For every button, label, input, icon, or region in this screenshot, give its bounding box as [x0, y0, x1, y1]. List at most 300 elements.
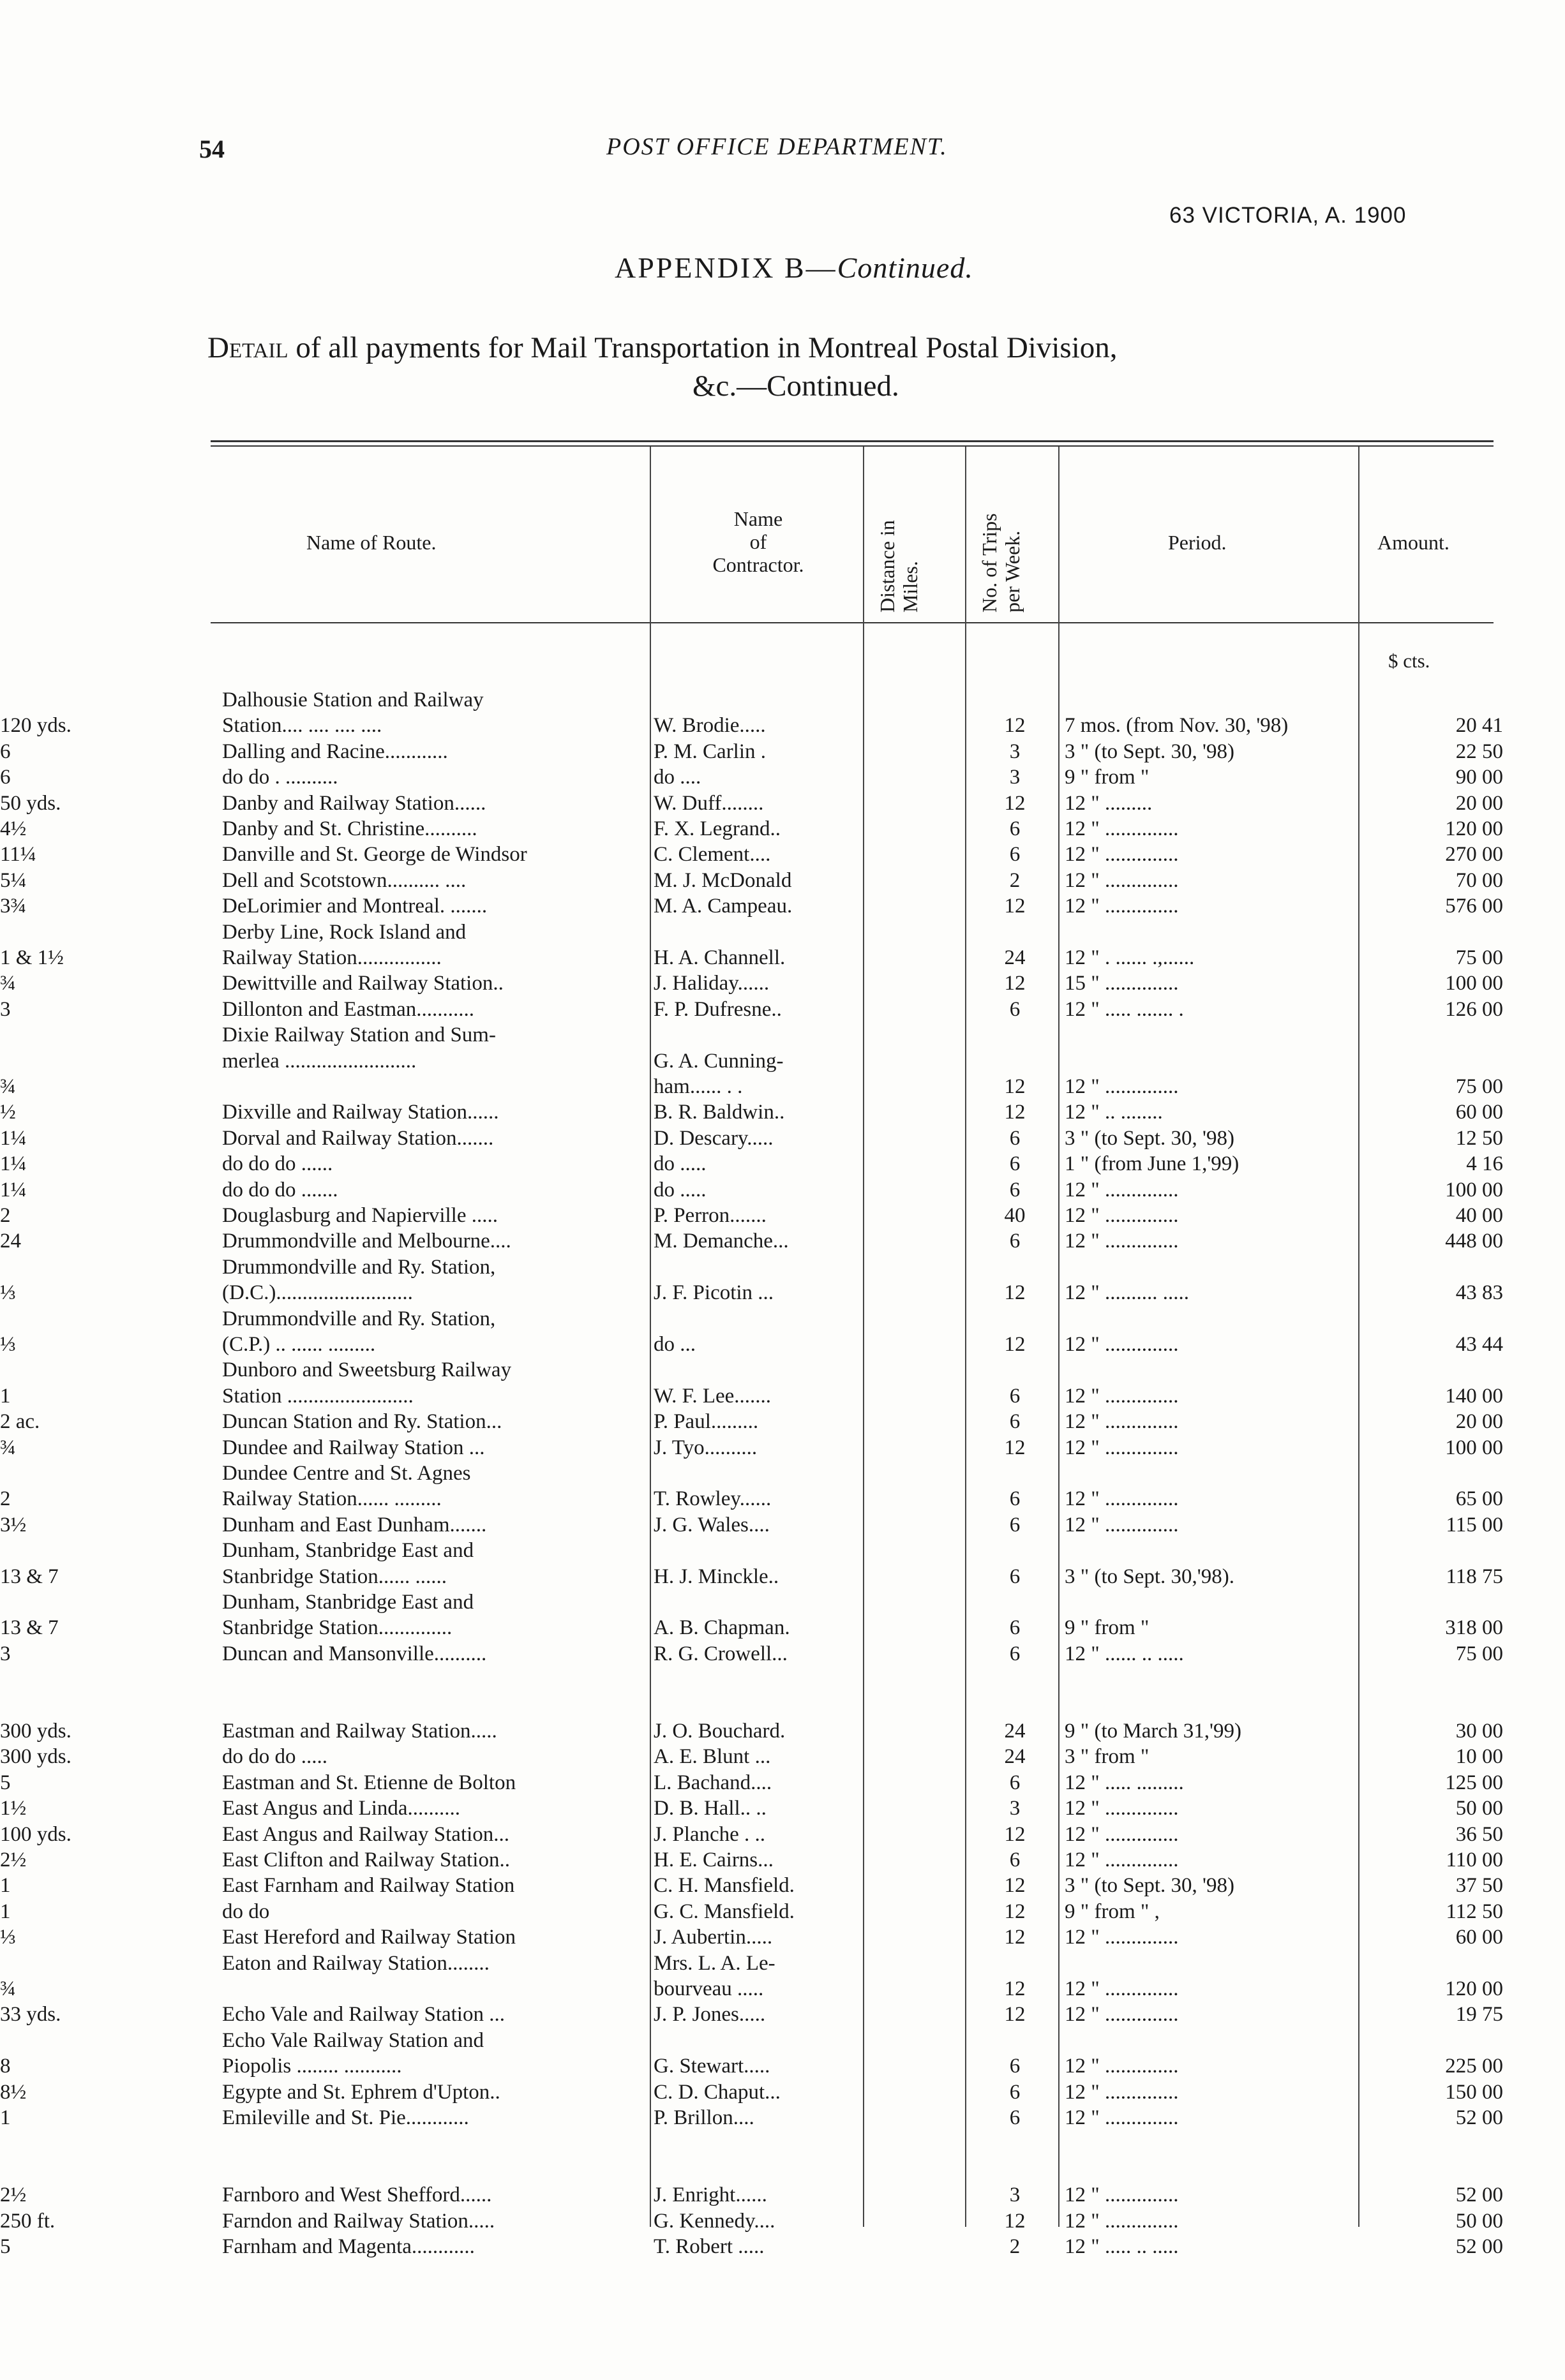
cell-contractor: W. F. Lee....... — [654, 1385, 772, 1408]
cell-contractor: F. P. Dufresne.. — [654, 998, 782, 1021]
cell-contractor: A. E. Blunt ... — [654, 1745, 771, 1768]
cell-amount: 118 75 — [1446, 1565, 1503, 1588]
cell-amount: 36 50 — [1455, 1823, 1503, 1846]
cell-route: East Angus and Linda.......... — [222, 1797, 461, 1820]
cell-route: East Farnham and Railway Station — [222, 1874, 515, 1897]
cell-contractor: do ..... — [654, 1179, 707, 1201]
cell-amount: 75 00 — [1455, 1075, 1503, 1098]
cell-period: 12 " ..... ......... — [1065, 1771, 1184, 1794]
cell-distance: 1 — [0, 1874, 11, 1897]
cell-trips: 6 — [1009, 1848, 1021, 1871]
column-divider — [1358, 447, 1359, 2227]
cell-trips: 12 — [1004, 1823, 1026, 1846]
column-divider — [650, 447, 651, 2227]
cell-trips: 12 — [1004, 1436, 1026, 1459]
cell-trips: 6 — [1009, 1771, 1021, 1794]
cell-route: Farnham and Magenta............ — [222, 2235, 475, 2258]
cell-distance: 2½ — [0, 2183, 27, 2206]
cell-route: Farndon and Railway Station..... — [222, 2210, 495, 2233]
cell-trips: 6 — [1009, 1385, 1021, 1408]
cell-amount: 50 00 — [1455, 1797, 1503, 1820]
cell-amount: 75 00 — [1455, 946, 1503, 969]
cell-contractor: J. O. Bouchard. — [654, 1720, 786, 1743]
cell-trips: 12 — [1004, 1101, 1026, 1124]
cell-route: Danby and St. Christine.......... — [222, 817, 477, 840]
cell-amount: 43 83 — [1455, 1281, 1503, 1304]
cell-trips: 3 — [1009, 1797, 1021, 1820]
cell-route: Dillonton and Eastman........... — [222, 998, 475, 1021]
cell-distance: 250 ft. — [0, 2210, 56, 2233]
cell-amount: 20 41 — [1455, 714, 1503, 737]
cell-contractor: A. B. Chapman. — [654, 1616, 790, 1639]
cell-period: 12 " ..... ....... . — [1065, 998, 1184, 1021]
cell-route: Dewittville and Railway Station.. — [222, 972, 504, 995]
cell-distance: 120 yds. — [0, 714, 71, 737]
cell-route: Duncan and Mansonville.......... — [222, 1642, 487, 1665]
cell-contractor: G. Kennedy.... — [654, 2210, 775, 2233]
cell-distance: ¾ — [0, 1075, 16, 1098]
cell-contractor: do ... — [654, 1333, 696, 1356]
cell-amount: 100 00 — [1445, 1436, 1503, 1459]
cell-route: Eastman and St. Etienne de Bolton — [222, 1771, 516, 1794]
cell-route: do do — [222, 1900, 270, 1923]
cell-period: 1 " (from June 1,'99) — [1065, 1152, 1239, 1175]
cell-trips: 6 — [1009, 1565, 1021, 1588]
cell-amount: 100 00 — [1445, 972, 1503, 995]
cell-amount: 40 00 — [1455, 1204, 1503, 1227]
cell-amount: 52 00 — [1455, 2235, 1503, 2258]
cell-trips: 12 — [1004, 1900, 1026, 1923]
header-distance-line: Miles. — [899, 561, 922, 613]
cell-contractor: do ..... — [654, 1152, 707, 1175]
cell-contractor: ham...... . . — [654, 1075, 743, 1098]
cell-route: merlea ......................... — [222, 1050, 417, 1073]
cell-route: Railway Station................ — [222, 946, 442, 969]
cell-amount: 270 00 — [1445, 843, 1503, 866]
header-bottom-rule — [211, 622, 1494, 623]
header-distance — [876, 520, 922, 613]
cell-amount: 576 00 — [1445, 895, 1503, 918]
cell-contractor: B. R. Baldwin.. — [654, 1101, 785, 1124]
cell-route: Danville and St. George de Windsor — [222, 843, 527, 866]
cell-amount: 4 16 — [1466, 1152, 1503, 1175]
cell-contractor: J. Aubertin..... — [654, 1926, 773, 1949]
cell-trips: 12 — [1004, 2003, 1026, 2026]
cell-period: 12 " .............. — [1065, 817, 1179, 840]
cell-period: 12 " .............. — [1065, 2003, 1179, 2026]
cell-amount: 60 00 — [1455, 1101, 1503, 1124]
cell-contractor: G. C. Mansfield. — [654, 1900, 795, 1923]
cell-period: 12 " .............. — [1065, 1204, 1179, 1227]
cell-distance: 33 yds. — [0, 2003, 61, 2026]
page-number: 54 — [199, 135, 225, 163]
cell-period: 12 " .............. — [1065, 1230, 1179, 1253]
cell-route: Dixville and Railway Station...... — [222, 1101, 499, 1124]
cell-distance: 1¼ — [0, 1179, 27, 1201]
cell-contractor: M. Demanche... — [654, 1230, 789, 1253]
cell-route: Dunham, Stanbridge East and — [222, 1591, 474, 1614]
cell-amount: 19 75 — [1455, 2003, 1503, 2026]
cell-amount: 52 00 — [1455, 2183, 1503, 2206]
cell-route: Station.... .... .... .... — [222, 714, 382, 737]
cell-distance: 4½ — [0, 817, 27, 840]
cell-contractor: P. Perron....... — [654, 1204, 767, 1227]
cell-period: 12 " .............. — [1065, 2183, 1179, 2206]
cell-trips: 6 — [1009, 1642, 1021, 1665]
header-contractor-line: Contractor. — [712, 553, 804, 576]
cell-period: 12 " .............. — [1065, 1823, 1179, 1846]
cell-contractor: J. Haliday...... — [654, 972, 770, 995]
cell-distance: ¾ — [0, 972, 16, 995]
cell-distance: 1¼ — [0, 1152, 27, 1175]
cell-period: 12 " .............. — [1065, 1926, 1179, 1949]
cell-trips: 6 — [1009, 1616, 1021, 1639]
cell-trips: 12 — [1004, 895, 1026, 918]
cell-contractor: R. G. Crowell... — [654, 1642, 788, 1665]
cell-trips: 2 — [1009, 869, 1021, 892]
cell-amount: 22 50 — [1455, 740, 1503, 763]
cell-contractor: H. A. Channell. — [654, 946, 786, 969]
cell-route: Eastman and Railway Station..... — [222, 1720, 497, 1743]
cell-period: 12 " .............. — [1065, 2106, 1179, 2129]
cell-trips: 6 — [1009, 2106, 1021, 2129]
cell-distance: 2½ — [0, 1848, 27, 1871]
cell-route: Dalhousie Station and Railway — [222, 688, 484, 711]
cell-amount: 30 00 — [1455, 1720, 1503, 1743]
cell-distance: 1 — [0, 1385, 11, 1408]
cell-route: Echo Vale and Railway Station ... — [222, 2003, 505, 2026]
header-contractor — [675, 507, 841, 576]
cell-route: Dundee and Railway Station ... — [222, 1436, 485, 1459]
cell-period: 3 " (to Sept. 30, '98) — [1065, 740, 1234, 763]
cell-distance: 100 yds. — [0, 1823, 71, 1846]
cell-period: 12 " . ...... .,...... — [1065, 946, 1195, 969]
cell-trips: 12 — [1004, 1874, 1026, 1897]
cell-route: Eaton and Railway Station........ — [222, 1952, 490, 1975]
cell-contractor: W. Duff........ — [654, 792, 764, 815]
cell-amount: 100 00 — [1445, 1179, 1503, 1201]
cell-trips: 6 — [1009, 1152, 1021, 1175]
cell-period: 3 " (to Sept. 30,'98). — [1065, 1565, 1234, 1588]
header-contractor-line: of — [749, 530, 767, 553]
cell-amount: 52 00 — [1455, 2106, 1503, 2129]
detail-title-caps: Detail — [207, 331, 288, 364]
cell-contractor: C. H. Mansfield. — [654, 1874, 795, 1897]
cell-distance: 3 — [0, 998, 11, 1021]
cell-period: 12 " .............. — [1065, 1487, 1179, 1510]
table-top-rule-2 — [211, 445, 1494, 447]
session-label: 63 VICTORIA, A. 1900 — [1169, 203, 1407, 228]
cell-route: Egypte and St. Ephrem d'Upton.. — [222, 2081, 500, 2104]
cell-trips: 12 — [1004, 1926, 1026, 1949]
cell-period: 12 " .. ........ — [1065, 1101, 1163, 1124]
cell-contractor: D. Descary..... — [654, 1127, 774, 1150]
cell-period: 12 " .............. — [1065, 869, 1179, 892]
cell-distance: ⅓ — [0, 1333, 16, 1356]
cell-distance: ¾ — [0, 1436, 16, 1459]
cell-amount: 90 00 — [1455, 766, 1503, 789]
cell-amount: 20 00 — [1455, 1410, 1503, 1433]
cell-period: 12 " .............. — [1065, 1848, 1179, 1871]
cell-route: Echo Vale Railway Station and — [222, 2029, 484, 2052]
cell-period: 12 " .............. — [1065, 1333, 1179, 1356]
cell-period: 12 " .............. — [1065, 1179, 1179, 1201]
cell-trips: 12 — [1004, 1281, 1026, 1304]
cell-period: 12 " .............. — [1065, 1977, 1179, 2000]
cell-route: Duncan Station and Ry. Station... — [222, 1410, 502, 1433]
cell-period: 12 " .............. — [1065, 843, 1179, 866]
cell-route: Dorval and Railway Station....... — [222, 1127, 494, 1150]
cell-period: 3 " (to Sept. 30, '98) — [1065, 1127, 1234, 1150]
cell-period: 12 " .............. — [1065, 2081, 1179, 2104]
cell-contractor: H. J. Minckle.. — [654, 1565, 779, 1588]
cell-trips: 6 — [1009, 843, 1021, 866]
appendix-title — [615, 251, 973, 285]
cell-distance: 8 — [0, 2055, 11, 2078]
cell-contractor: J. Planche . .. — [654, 1823, 766, 1846]
cell-distance: 3¾ — [0, 895, 27, 918]
cell-contractor: T. Robert ..... — [654, 2235, 765, 2258]
cell-route: Danby and Railway Station...... — [222, 792, 486, 815]
cell-amount: 37 50 — [1455, 1874, 1503, 1897]
cell-amount: 112 50 — [1446, 1900, 1503, 1923]
cell-amount: 115 00 — [1446, 1514, 1503, 1536]
cell-route: Dell and Scotstown.......... .... — [222, 869, 467, 892]
cell-distance: 8½ — [0, 2081, 27, 2104]
header-trips-line: No. of Trips — [978, 513, 1001, 613]
cell-trips: 6 — [1009, 1514, 1021, 1536]
cell-contractor: P. Paul......... — [654, 1410, 759, 1433]
cell-distance: 2 ac. — [0, 1410, 40, 1433]
cell-distance: 24 — [0, 1230, 21, 1253]
cell-distance: ½ — [0, 1101, 16, 1124]
cell-period: 12 " ......... — [1065, 792, 1153, 815]
cell-distance: 1 — [0, 2106, 11, 2129]
cell-trips: 12 — [1004, 2210, 1026, 2233]
cell-distance: 6 — [0, 766, 11, 789]
cell-trips: 6 — [1009, 1127, 1021, 1150]
cell-contractor: W. Brodie..... — [654, 714, 766, 737]
cell-contractor: G. A. Cunning- — [654, 1050, 784, 1073]
cell-route: Stanbridge Station.............. — [222, 1616, 453, 1639]
cell-distance: ⅓ — [0, 1926, 16, 1949]
cell-distance: 5¼ — [0, 869, 27, 892]
cell-amount: 448 00 — [1445, 1230, 1503, 1253]
cell-period: 3 " from " — [1065, 1745, 1149, 1768]
cell-amount: 43 44 — [1455, 1333, 1503, 1356]
cell-contractor: J. Enright...... — [654, 2183, 767, 2206]
cell-distance: 1 — [0, 1900, 11, 1923]
cell-amount: 12 50 — [1455, 1127, 1503, 1150]
cell-amount: 125 00 — [1445, 1771, 1503, 1794]
cell-trips: 3 — [1009, 740, 1021, 763]
cell-distance: 1 & 1½ — [0, 946, 64, 969]
cell-trips: 6 — [1009, 1487, 1021, 1510]
cell-amount: 60 00 — [1455, 1926, 1503, 1949]
cell-trips: 24 — [1004, 946, 1026, 969]
cell-amount: 110 00 — [1446, 1848, 1503, 1871]
cell-trips: 6 — [1009, 2055, 1021, 2078]
cell-amount: 126 00 — [1445, 998, 1503, 1021]
cell-route: Stanbridge Station...... ...... — [222, 1565, 447, 1588]
cell-distance: ¾ — [0, 1977, 16, 2000]
cell-trips: 12 — [1004, 972, 1026, 995]
cell-contractor: M. J. McDonald — [654, 869, 792, 892]
cell-contractor: bourveau ..... — [654, 1977, 764, 2000]
cell-period: 12 " .............. — [1065, 1410, 1179, 1433]
cell-distance: 13 & 7 — [0, 1616, 59, 1639]
cell-route: Dalling and Racine............ — [222, 740, 448, 763]
cell-contractor: J. G. Wales.... — [654, 1514, 770, 1536]
cell-trips: 6 — [1009, 1410, 1021, 1433]
cell-trips: 2 — [1009, 2235, 1021, 2258]
column-divider — [863, 447, 864, 2227]
header-currency: $ cts. — [1388, 650, 1430, 672]
cell-trips: 3 — [1009, 766, 1021, 789]
cell-trips: 12 — [1004, 1977, 1026, 2000]
cell-trips: 6 — [1009, 998, 1021, 1021]
cell-period: 12 " ..... .. ..... — [1065, 2235, 1179, 2258]
cell-contractor: C. Clement.... — [654, 843, 771, 866]
cell-distance: ⅓ — [0, 1281, 16, 1304]
cell-amount: 120 00 — [1445, 817, 1503, 840]
cell-route: Drummondville and Ry. Station, — [222, 1307, 496, 1330]
cell-contractor: do .... — [654, 766, 701, 789]
cell-period: 12 " .............. — [1065, 895, 1179, 918]
cell-amount: 318 00 — [1445, 1616, 1503, 1639]
cell-period: 12 " .............. — [1065, 1075, 1179, 1098]
cell-route: Piopolis ........ ........... — [222, 2055, 402, 2078]
cell-period: 12 " .............. — [1065, 1385, 1179, 1408]
cell-period: 9 " from " — [1065, 1616, 1149, 1639]
cell-contractor: M. A. Campeau. — [654, 895, 793, 918]
cell-route: East Angus and Railway Station... — [222, 1823, 510, 1846]
cell-amount: 20 00 — [1455, 792, 1503, 815]
cell-distance: 6 — [0, 740, 11, 763]
cell-period: 3 " (to Sept. 30, '98) — [1065, 1874, 1234, 1897]
cell-amount: 225 00 — [1445, 2055, 1503, 2078]
cell-amount: 70 00 — [1455, 869, 1503, 892]
cell-route: Dixie Railway Station and Sum- — [222, 1023, 496, 1046]
cell-distance: 300 yds. — [0, 1745, 71, 1768]
cell-amount: 140 00 — [1445, 1385, 1503, 1408]
cell-amount: 75 00 — [1455, 1642, 1503, 1665]
cell-trips: 40 — [1004, 1204, 1026, 1227]
cell-period: 9 " from " , — [1065, 1900, 1160, 1923]
cell-trips: 6 — [1009, 817, 1021, 840]
cell-contractor: D. B. Hall.. .. — [654, 1797, 767, 1820]
header-period: Period. — [1168, 531, 1227, 554]
header-trips — [978, 513, 1024, 613]
cell-amount: 10 00 — [1455, 1745, 1503, 1768]
cell-contractor: L. Bachand.... — [654, 1771, 772, 1794]
cell-period: 12 " .............. — [1065, 2210, 1179, 2233]
cell-route: Derby Line, Rock Island and — [222, 921, 467, 944]
cell-period: 12 " .......... ..... — [1065, 1281, 1189, 1304]
cell-period: 9 " (to March 31,'99) — [1065, 1720, 1241, 1743]
cell-contractor: P. Brillon.... — [654, 2106, 754, 2129]
cell-period: 12 " .............. — [1065, 1514, 1179, 1536]
appendix-title-continued: Continued. — [837, 251, 973, 284]
cell-route: East Clifton and Railway Station.. — [222, 1848, 510, 1871]
cell-route: Dundee Centre and St. Agnes — [222, 1462, 471, 1485]
cell-trips: 12 — [1004, 792, 1026, 815]
detail-title — [207, 331, 1118, 365]
cell-contractor: H. E. Cairns... — [654, 1848, 774, 1871]
cell-route: Station ........................ — [222, 1385, 414, 1408]
cell-route: Drummondville and Ry. Station, — [222, 1256, 496, 1279]
cell-period: 15 " .............. — [1065, 972, 1179, 995]
table-top-rule — [211, 440, 1494, 442]
cell-period: 12 " .............. — [1065, 1797, 1179, 1820]
cell-route: (D.C.).......................... — [222, 1281, 413, 1304]
cell-route: do do do ...... — [222, 1152, 333, 1175]
cell-route: Dunboro and Sweetsburg Railway — [222, 1358, 512, 1381]
cell-distance: 11¼ — [0, 843, 36, 866]
cell-period: 9 " from " — [1065, 766, 1149, 789]
cell-distance: 2 — [0, 1487, 11, 1510]
cell-contractor: Mrs. L. A. Le- — [654, 1952, 775, 1975]
cell-route: Railway Station...... ......... — [222, 1487, 442, 1510]
cell-route: Emileville and St. Pie............ — [222, 2106, 469, 2129]
cell-route: Drummondville and Melbourne.... — [222, 1230, 511, 1253]
header-route: Name of Route. — [306, 531, 437, 554]
cell-distance: 5 — [0, 2235, 11, 2258]
cell-route: DeLorimier and Montreal. ....... — [222, 895, 488, 918]
cell-distance: 2 — [0, 1204, 11, 1227]
header-trips-line: per Week. — [1001, 530, 1024, 613]
column-divider — [965, 447, 966, 2227]
column-divider — [1058, 447, 1060, 2227]
running-head: POST OFFICE DEPARTMENT. — [606, 133, 948, 160]
cell-trips: 12 — [1004, 1333, 1026, 1356]
header-amount: Amount. — [1377, 531, 1449, 554]
cell-contractor: P. M. Carlin . — [654, 740, 767, 763]
cell-period: 12 " ...... .. ..... — [1065, 1642, 1184, 1665]
cell-trips: 12 — [1004, 1075, 1026, 1098]
cell-route: Dunham and East Dunham....... — [222, 1514, 487, 1536]
appendix-title-main: APPENDIX B— — [615, 251, 837, 284]
cell-distance: 50 yds. — [0, 792, 61, 815]
cell-trips: 3 — [1009, 2183, 1021, 2206]
cell-route: East Hereford and Railway Station — [222, 1926, 516, 1949]
cell-contractor: F. X. Legrand.. — [654, 817, 781, 840]
cell-amount: 65 00 — [1455, 1487, 1503, 1510]
cell-distance: 5 — [0, 1771, 11, 1794]
cell-period: 12 " .............. — [1065, 2055, 1179, 2078]
cell-contractor: J. P. Jones..... — [654, 2003, 766, 2026]
cell-distance: 1¼ — [0, 1127, 27, 1150]
cell-distance: 3½ — [0, 1514, 27, 1536]
cell-contractor: J. F. Picotin ... — [654, 1281, 774, 1304]
cell-contractor: C. D. Chaput... — [654, 2081, 781, 2104]
cell-distance: 3 — [0, 1642, 11, 1665]
cell-route: Dunham, Stanbridge East and — [222, 1539, 474, 1562]
cell-trips: 6 — [1009, 1179, 1021, 1201]
cell-trips: 6 — [1009, 2081, 1021, 2104]
cell-amount: 150 00 — [1445, 2081, 1503, 2104]
cell-route: do do do ..... — [222, 1745, 327, 1768]
header-distance-line: Distance in — [876, 520, 899, 613]
cell-distance: 1½ — [0, 1797, 27, 1820]
cell-trips: 24 — [1004, 1745, 1026, 1768]
cell-distance: 13 & 7 — [0, 1565, 59, 1588]
cell-route: do do do ....... — [222, 1179, 338, 1201]
cell-trips: 24 — [1004, 1720, 1026, 1743]
cell-route: (C.P.) .. ...... ......... — [222, 1333, 376, 1356]
cell-amount: 50 00 — [1455, 2210, 1503, 2233]
cell-amount: 120 00 — [1445, 1977, 1503, 2000]
